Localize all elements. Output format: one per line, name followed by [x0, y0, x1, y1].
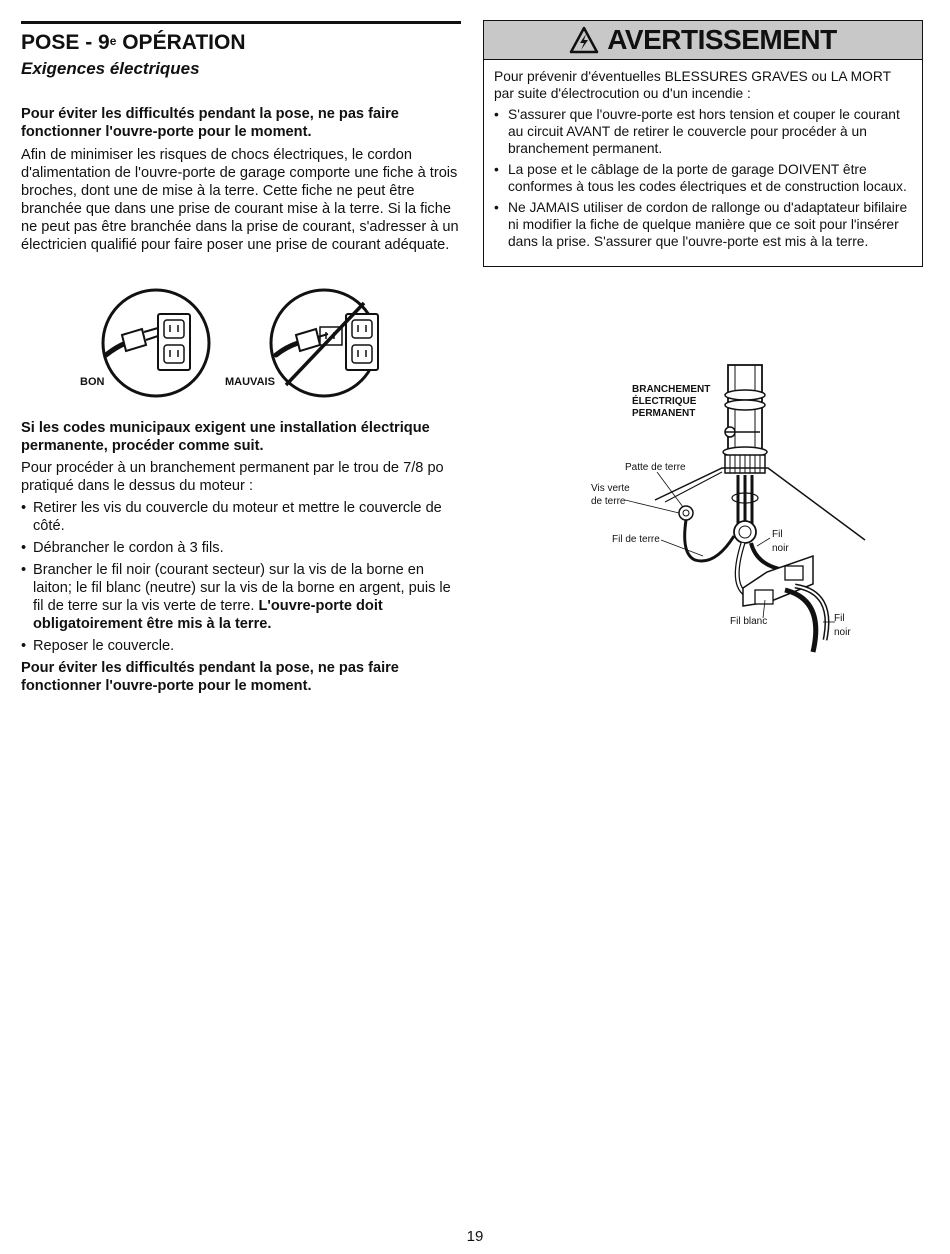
label-vis-verte-line1: Vis verte: [591, 483, 630, 494]
warning-title: AVERTISSEMENT: [607, 24, 837, 55]
steps-list: [21, 499, 461, 655]
good-outlet-drawing: [100, 287, 212, 399]
good-caption: BON: [80, 376, 105, 388]
label-fil-blanc: Fil blanc: [730, 616, 768, 627]
wiring-diagram: [585, 360, 885, 660]
label-fil-noir-bottom-line1: Fil: [834, 613, 845, 624]
permanent-wiring-text: Pour procéder à un branchement permanent par le trou de 7/8 po pratiqué dans le dessus du moteur :: [21, 460, 444, 494]
warning-body: [484, 60, 922, 250]
list-item: • Débrancher le cordon à 3 fils.: [21, 539, 461, 557]
warning-intro: Pour prévenir d'éventuelles BLESSURES GRAVES ou LA MORT par suite d'électrocution ou d'un incendie :: [494, 69, 891, 101]
page-subtitle: Exigences électriques: [21, 59, 200, 78]
permanent-wiring-heading: Si les codes municipaux exigent une installation électrique permanente, procéder comme suit.: [21, 420, 430, 454]
warning-triangle-icon: [569, 26, 599, 54]
page-title: POSE - 9e OPÉRATION: [21, 31, 246, 54]
list-item: • Reposer le couvercle.: [21, 637, 461, 655]
good-outlet-frame: [100, 287, 212, 399]
list-item: • La pose et le câblage de la porte de garage DOIVENT être conformes à tous les codes électriques et de construction locaux.: [494, 161, 912, 195]
diagram-title-line2: ÉLECTRIQUE: [632, 396, 697, 407]
diagram-title-line1: BRANCHEMENT: [632, 384, 711, 395]
label-fil-noir-bottom-line2: noir: [834, 627, 851, 638]
top-rule: [21, 21, 461, 24]
list-item: • Retirer les vis du couvercle du moteur et mettre le couvercle de côté.: [21, 499, 461, 535]
intro-warning: Pour éviter les difficultés pendant la pose, ne pas faire fonctionner l'ouvre-porte pour le moment.: [21, 106, 399, 140]
label-fil-de-terre: Fil de terre: [612, 534, 660, 545]
page-number: 19: [466, 1228, 484, 1245]
list-item: • Brancher le fil noir (courant secteur) sur la vis de la borne en laiton; le fil blanc (neutre) sur la vis de la borne en argent, puis le fil de terre sur la vis verte de terre. L'ouvre-porte doit obligatoirement être mis à la terre.: [21, 561, 461, 633]
warning-list: [494, 106, 912, 250]
left-column: [21, 21, 461, 695]
warning-box: [483, 20, 923, 267]
label-patte-de-terre: Patte de terre: [625, 462, 686, 473]
bad-caption: MAUVAIS: [225, 376, 275, 388]
list-item: • S'assurer que l'ouvre-porte est hors tension et couper le courant au circuit AVANT de retirer le couvercle pour procéder à un branchement permanent.: [494, 106, 912, 157]
bad-outlet-frame: [268, 287, 380, 399]
diagram-title-line3: PERMANENT: [632, 408, 696, 419]
label-fil-noir-top-line1: Fil: [772, 529, 783, 540]
label-vis-verte-line2: de terre: [591, 496, 626, 507]
label-fil-noir-top-line2: noir: [772, 543, 789, 554]
bad-outlet-drawing: [268, 287, 380, 399]
warning-header: [484, 21, 922, 60]
intro-text: Afin de minimiser les risques de chocs électriques, le cordon d'alimentation de l'ouvre-porte de garage comporte une fiche à trois broches, dont une de mise à la terre. Cette fiche ne peut être branchée que dans une prise de courant mise à la terre. Si la fiche ne peut pas être branchée dans la prise de courant, s'adresser à un électricien qualifié pour faire poser une prise de courant adéquate.: [21, 147, 459, 253]
closing-warning: Pour éviter les difficultés pendant la pose, ne pas faire fonctionner l'ouvre-porte pour le moment.: [21, 660, 399, 694]
wiring-drawing: [585, 360, 885, 660]
list-item: • Ne JAMAIS utiliser de cordon de rallonge ou d'adaptateur bifilaire ni modifier la fiche de quelque manière que ce soit pour l'insérer dans la prise. S'assurer que l'ouvre-porte est mis à la terre.: [494, 199, 912, 250]
